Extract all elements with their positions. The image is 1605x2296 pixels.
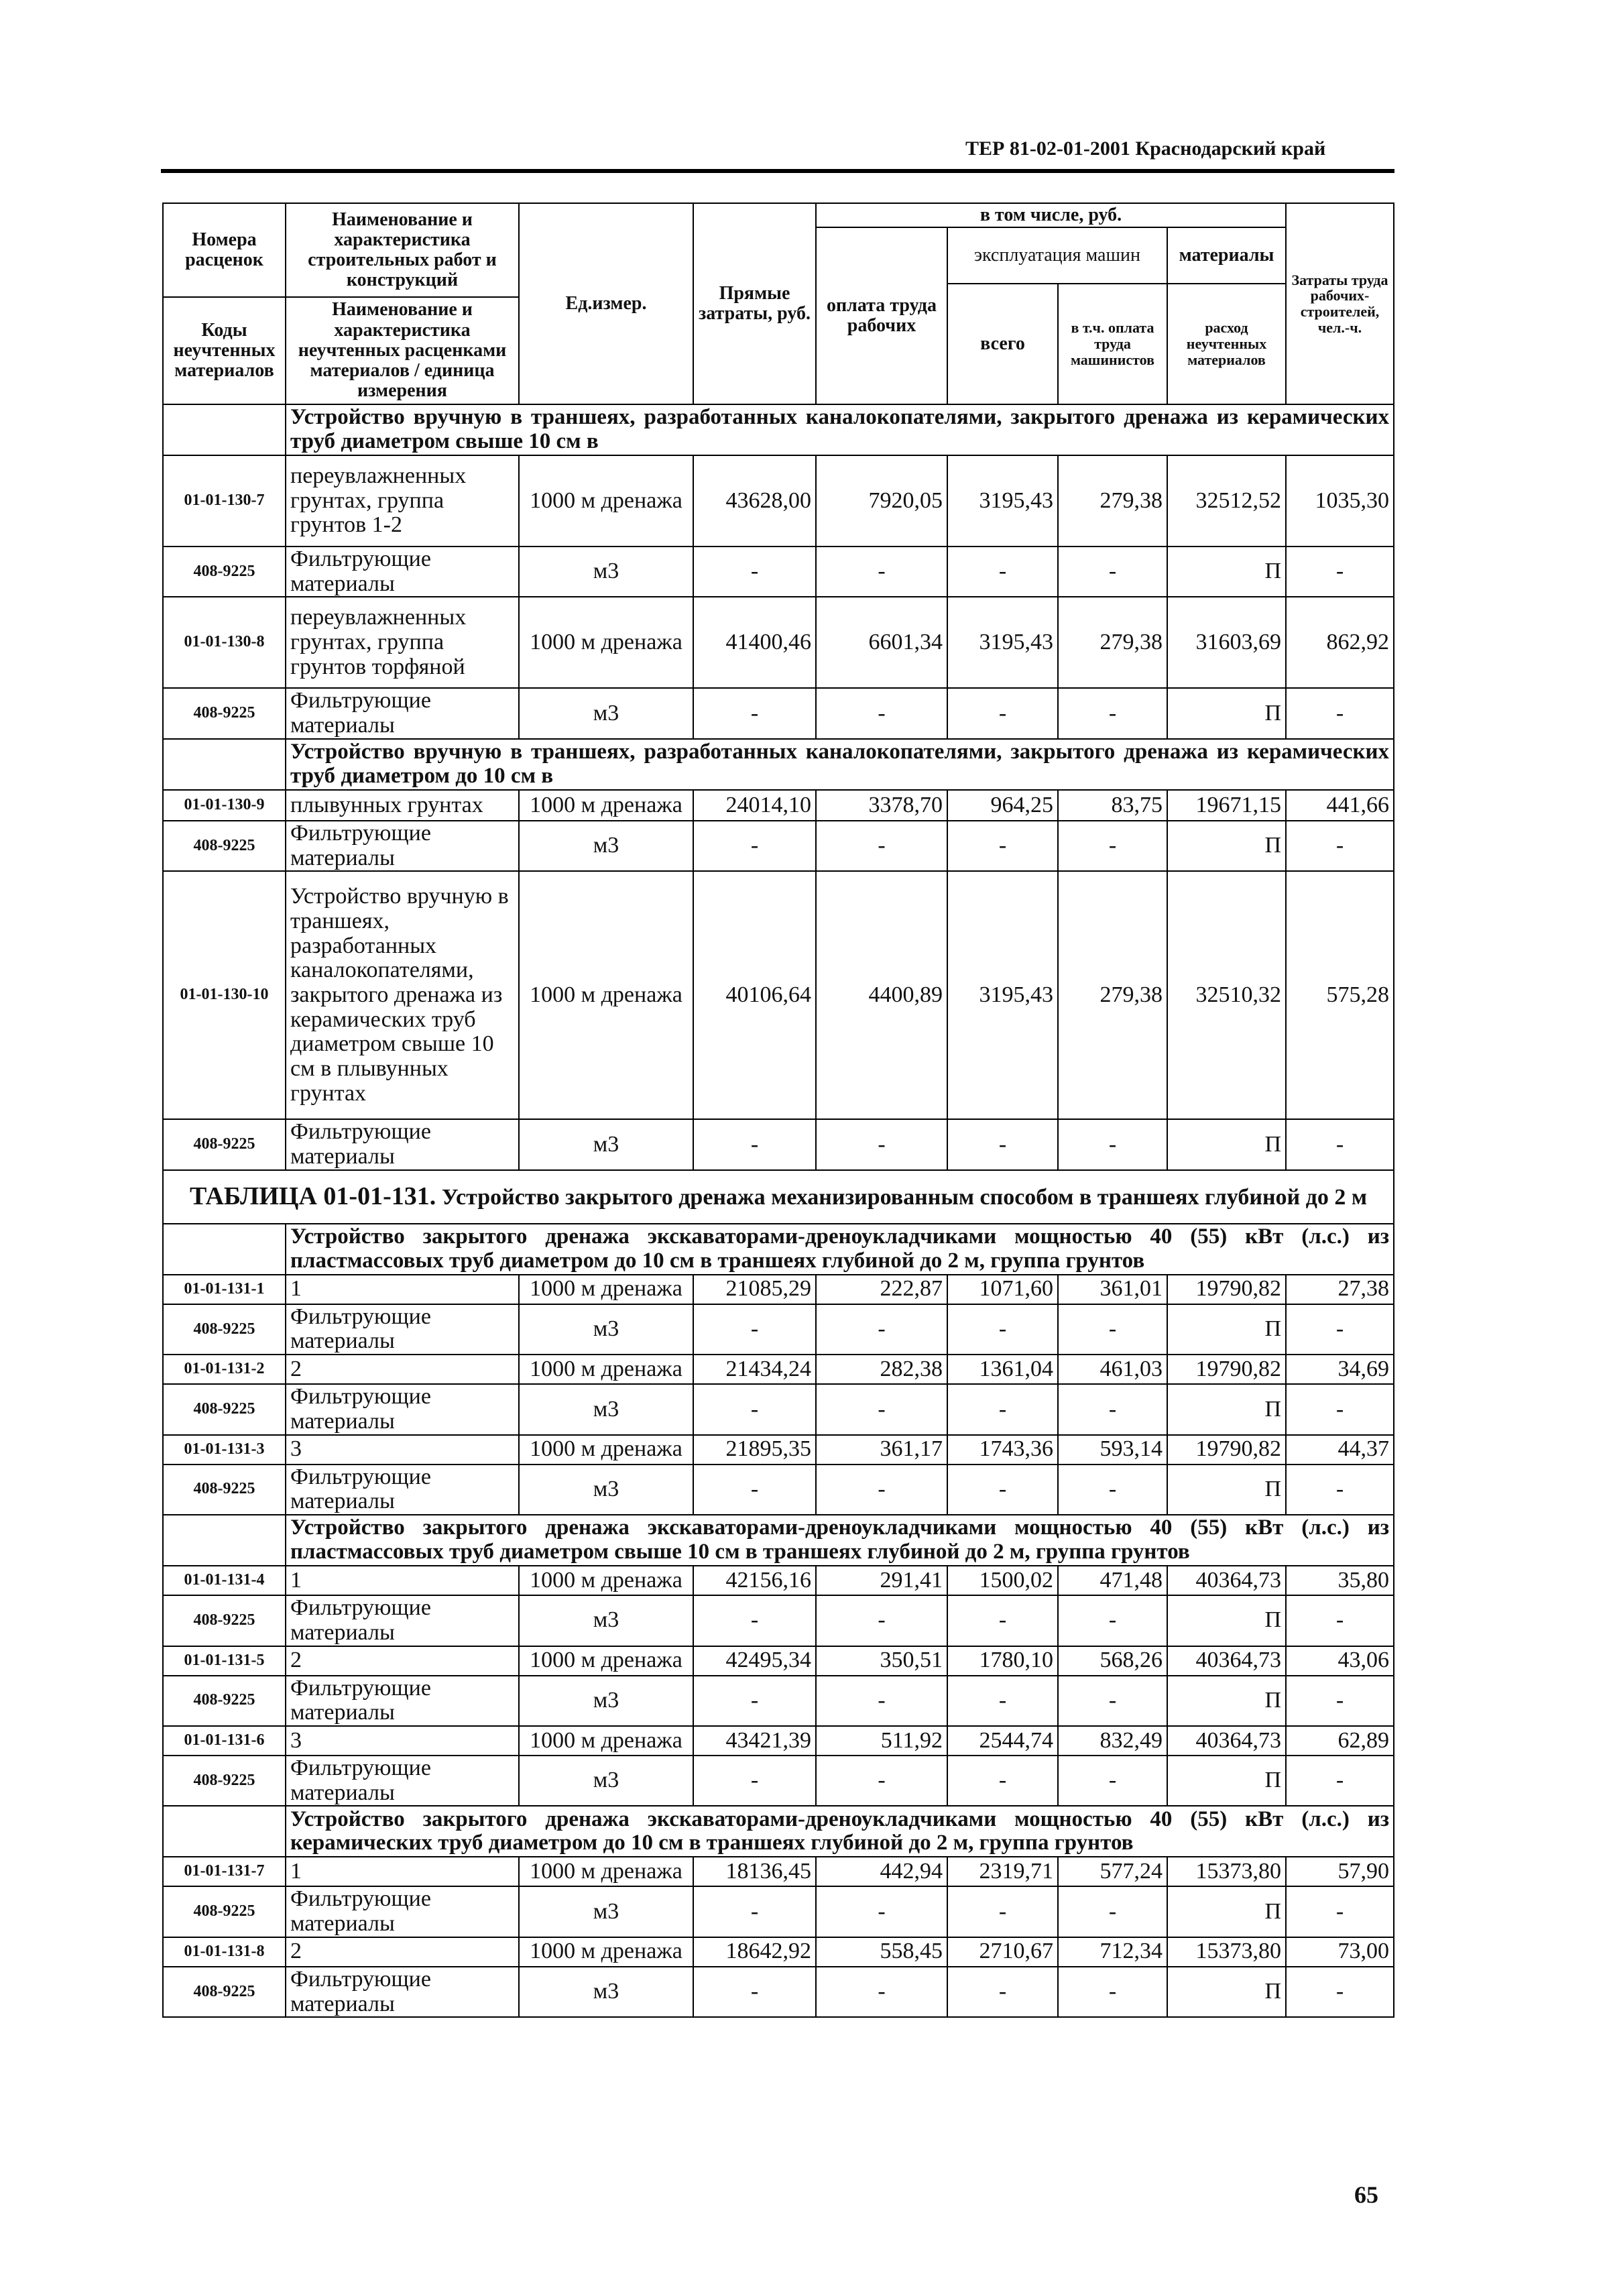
material-p-mark: П: [1167, 1384, 1286, 1434]
rate-unit: 1000 м дренажа: [519, 1566, 693, 1595]
dash-mach: -: [947, 1119, 1058, 1169]
rate-unit: 1000 м дренажа: [519, 790, 693, 821]
material-row: [163, 688, 1394, 738]
rate-code: 01-01-130-9: [163, 790, 286, 821]
dash-direct: -: [693, 1119, 816, 1169]
rate-code: 01-01-131-5: [163, 1646, 286, 1676]
dash-mach-pay: -: [1058, 1595, 1167, 1646]
material-p-mark: П: [1167, 1886, 1286, 1937]
table-title-row: [163, 1170, 1394, 1224]
material-code: 408-9225: [163, 821, 286, 871]
section-row: [163, 404, 1394, 455]
dash-labor: -: [1286, 1384, 1394, 1434]
col-mat-unaccounted: расход неучтенных материалов: [1167, 284, 1286, 404]
material-p-mark: П: [1167, 1756, 1286, 1806]
rate-labor-pay: 350,51: [816, 1646, 947, 1676]
rate-direct-cost: 21434,24: [693, 1355, 816, 1384]
col-name-bottom: Наименование и характеристика неучтенных расценками материалов / единица измерения: [286, 297, 519, 404]
rate-direct-cost: 40106,64: [693, 871, 816, 1119]
material-code: 408-9225: [163, 547, 286, 597]
material-name: Фильтрующие материалы: [286, 1886, 519, 1937]
rate-machines-total: 1780,10: [947, 1646, 1058, 1676]
rate-materials: 31603,69: [1167, 597, 1286, 688]
dash-mach-pay: -: [1058, 1676, 1167, 1726]
page-number: 65: [1354, 2181, 1378, 2208]
rate-code: 01-01-131-8: [163, 1937, 286, 1967]
material-p-mark: П: [1167, 1465, 1286, 1515]
rate-materials: 15373,80: [1167, 1857, 1286, 1886]
section-row: [163, 1515, 1394, 1566]
rate-row: [163, 1937, 1394, 1967]
rate-labor-pay: 222,87: [816, 1275, 947, 1304]
material-row: [163, 1886, 1394, 1937]
dash-labor: -: [1286, 688, 1394, 738]
dash-direct: -: [693, 1465, 816, 1515]
dash-pay: -: [816, 1756, 947, 1806]
rate-row: [163, 1275, 1394, 1304]
rate-labor-hours: 441,66: [1286, 790, 1394, 821]
rates-table: [162, 203, 1394, 2018]
material-unit: м3: [519, 1465, 693, 1515]
rate-machinist-pay: 279,38: [1058, 597, 1167, 688]
col-mach-total: всего: [947, 284, 1058, 404]
dash-labor: -: [1286, 1595, 1394, 1646]
rate-materials: 40364,73: [1167, 1566, 1286, 1595]
rate-machinist-pay: 461,03: [1058, 1355, 1167, 1384]
dash-pay: -: [816, 821, 947, 871]
rate-labor-pay: 291,41: [816, 1566, 947, 1595]
material-p-mark: П: [1167, 547, 1286, 597]
rate-materials: 40364,73: [1167, 1726, 1286, 1756]
rate-unit: 1000 м дренажа: [519, 455, 693, 547]
rate-labor-pay: 442,94: [816, 1857, 947, 1886]
dash-mach-pay: -: [1058, 1967, 1167, 2017]
rate-unit: 1000 м дренажа: [519, 597, 693, 688]
rate-labor-pay: 282,38: [816, 1355, 947, 1384]
dash-mach-pay: -: [1058, 1465, 1167, 1515]
section-title: Устройство закрытого дренажа экскаваторами-дреноукладчиками мощностью 40 (55) кВт (л.с.) из керамических труб диаметром до 10 см в траншеях глубиной до 2 м, группа грунтов: [286, 1806, 1394, 1857]
material-unit: м3: [519, 1384, 693, 1434]
material-unit: м3: [519, 1304, 693, 1355]
rate-code: 01-01-131-1: [163, 1275, 286, 1304]
dash-mach-pay: -: [1058, 1384, 1167, 1434]
section-code-empty: [163, 739, 286, 790]
material-code: 408-9225: [163, 1384, 286, 1434]
rate-direct-cost: 24014,10: [693, 790, 816, 821]
rate-row: [163, 790, 1394, 821]
rate-materials: 19790,82: [1167, 1275, 1286, 1304]
col-code-bottom: Коды неучтенных материалов: [163, 297, 286, 404]
material-code: 408-9225: [163, 1119, 286, 1169]
material-row: [163, 1595, 1394, 1646]
dash-mach-pay: -: [1058, 1886, 1167, 1937]
material-name: Фильтрующие материалы: [286, 1465, 519, 1515]
dash-labor: -: [1286, 1465, 1394, 1515]
col-labor-pay: оплата труда рабочих: [816, 227, 947, 404]
dash-direct: -: [693, 1967, 816, 2017]
dash-mach: -: [947, 547, 1058, 597]
rate-materials: 40364,73: [1167, 1646, 1286, 1676]
rate-machines-total: 3195,43: [947, 455, 1058, 547]
material-p-mark: П: [1167, 688, 1286, 738]
rate-machinist-pay: 712,34: [1058, 1937, 1167, 1967]
rate-labor-hours: 44,37: [1286, 1435, 1394, 1465]
material-unit: м3: [519, 1119, 693, 1169]
rate-materials: 15373,80: [1167, 1937, 1286, 1967]
dash-mach: -: [947, 1384, 1058, 1434]
rate-machines-total: 1743,36: [947, 1435, 1058, 1465]
section-title: Устройство вручную в траншеях, разработанных каналокопателями, закрытого дренажа из керамических труб диаметром свыше 10 см в: [286, 404, 1394, 455]
rate-labor-hours: 34,69: [1286, 1355, 1394, 1384]
rate-code: 01-01-131-2: [163, 1355, 286, 1384]
rate-direct-cost: 43421,39: [693, 1726, 816, 1756]
dash-direct: -: [693, 547, 816, 597]
rate-direct-cost: 21895,35: [693, 1435, 816, 1465]
dash-labor: -: [1286, 1756, 1394, 1806]
material-unit: м3: [519, 1676, 693, 1726]
dash-labor: -: [1286, 821, 1394, 871]
dash-pay: -: [816, 688, 947, 738]
material-name: Фильтрующие материалы: [286, 547, 519, 597]
rate-labor-pay: 3378,70: [816, 790, 947, 821]
rate-row: [163, 1355, 1394, 1384]
rate-machines-total: 2544,74: [947, 1726, 1058, 1756]
rate-unit: 1000 м дренажа: [519, 1355, 693, 1384]
dash-direct: -: [693, 1886, 816, 1937]
dash-mach: -: [947, 1756, 1058, 1806]
rate-name: 1: [286, 1857, 519, 1886]
section-code-empty: [163, 404, 286, 455]
rate-name: 2: [286, 1937, 519, 1967]
material-row: [163, 1676, 1394, 1726]
dash-direct: -: [693, 1384, 816, 1434]
material-name: Фильтрующие материалы: [286, 1304, 519, 1355]
rate-row: [163, 871, 1394, 1119]
col-machines: эксплуатация машин: [947, 227, 1167, 284]
rate-labor-hours: 43,06: [1286, 1646, 1394, 1676]
rate-labor-hours: 575,28: [1286, 871, 1394, 1119]
header-rule: [161, 169, 1394, 173]
rate-direct-cost: 18136,45: [693, 1857, 816, 1886]
dash-labor: -: [1286, 1119, 1394, 1169]
rate-direct-cost: 41400,46: [693, 597, 816, 688]
material-unit: м3: [519, 821, 693, 871]
rate-labor-hours: 57,90: [1286, 1857, 1394, 1886]
dash-labor: -: [1286, 547, 1394, 597]
rate-machines-total: 3195,43: [947, 871, 1058, 1119]
section-code-empty: [163, 1224, 286, 1275]
material-unit: м3: [519, 1967, 693, 2017]
rate-unit: 1000 м дренажа: [519, 1937, 693, 1967]
material-code: 408-9225: [163, 1676, 286, 1726]
dash-mach: -: [947, 1967, 1058, 2017]
rate-row: [163, 455, 1394, 547]
section-title: Устройство закрытого дренажа экскаваторами-дреноукладчиками мощностью 40 (55) кВт (л.с.) из пластмассовых труб диаметром свыше 10 см в траншеях глубиной до 2 м, группа грунтов: [286, 1515, 1394, 1566]
material-name: Фильтрующие материалы: [286, 1595, 519, 1646]
dash-pay: -: [816, 1595, 947, 1646]
rate-name: 2: [286, 1646, 519, 1676]
material-code: 408-9225: [163, 688, 286, 738]
rate-labor-pay: 4400,89: [816, 871, 947, 1119]
rate-labor-hours: 73,00: [1286, 1937, 1394, 1967]
section-title: Устройство закрытого дренажа экскаваторами-дреноукладчиками мощностью 40 (55) кВт (л.с.) из пластмассовых труб диаметром до 10 см в траншеях глубиной до 2 м, группа грунтов: [286, 1224, 1394, 1275]
rate-direct-cost: 43628,00: [693, 455, 816, 547]
dash-mach-pay: -: [1058, 1304, 1167, 1355]
dash-mach: -: [947, 821, 1058, 871]
rate-labor-hours: 62,89: [1286, 1726, 1394, 1756]
material-code: 408-9225: [163, 1886, 286, 1937]
material-p-mark: П: [1167, 1967, 1286, 2017]
section-title: Устройство вручную в траншеях, разработанных каналокопателями, закрытого дренажа из керамических труб диаметром до 10 см в: [286, 739, 1394, 790]
rate-machines-total: 1071,60: [947, 1275, 1058, 1304]
dash-mach: -: [947, 1676, 1058, 1726]
rate-unit: 1000 м дренажа: [519, 1646, 693, 1676]
rate-code: 01-01-130-8: [163, 597, 286, 688]
material-row: [163, 1967, 1394, 2017]
dash-pay: -: [816, 1304, 947, 1355]
rate-unit: 1000 м дренажа: [519, 1275, 693, 1304]
rate-machinist-pay: 832,49: [1058, 1726, 1167, 1756]
material-name: Фильтрующие материалы: [286, 688, 519, 738]
rate-code: 01-01-131-6: [163, 1726, 286, 1756]
dash-direct: -: [693, 1676, 816, 1726]
material-unit: м3: [519, 547, 693, 597]
dash-pay: -: [816, 547, 947, 597]
rate-labor-pay: 511,92: [816, 1726, 947, 1756]
dash-direct: -: [693, 1756, 816, 1806]
dash-mach: -: [947, 1304, 1058, 1355]
dash-pay: -: [816, 1886, 947, 1937]
dash-pay: -: [816, 1967, 947, 2017]
material-unit: м3: [519, 688, 693, 738]
rate-name: переувлажненных грунтах, группа грунтов 1-2: [286, 455, 519, 547]
rate-name: плывунных грунтах: [286, 790, 519, 821]
rate-direct-cost: 21085,29: [693, 1275, 816, 1304]
section-row: [163, 1806, 1394, 1857]
material-name: Фильтрующие материалы: [286, 1967, 519, 2017]
section-code-empty: [163, 1515, 286, 1566]
rate-labor-hours: 35,80: [1286, 1566, 1394, 1595]
material-row: [163, 1384, 1394, 1434]
rate-materials: 19790,82: [1167, 1435, 1286, 1465]
material-row: [163, 821, 1394, 871]
rate-machinist-pay: 279,38: [1058, 455, 1167, 547]
col-mach-labor: в т.ч. оплата труда машинистов: [1058, 284, 1167, 404]
col-materials: материалы: [1167, 227, 1286, 284]
rate-machines-total: 2710,67: [947, 1937, 1058, 1967]
rate-labor-pay: 7920,05: [816, 455, 947, 547]
material-code: 408-9225: [163, 1756, 286, 1806]
rate-name: переувлажненных грунтах, группа грунтов торфяной: [286, 597, 519, 688]
material-code: 408-9225: [163, 1465, 286, 1515]
col-unit: Ед.измер.: [519, 203, 693, 404]
rate-row: [163, 597, 1394, 688]
dash-mach-pay: -: [1058, 1119, 1167, 1169]
dash-pay: -: [816, 1384, 947, 1434]
rate-labor-pay: 558,45: [816, 1937, 947, 1967]
table-title: [163, 1170, 1394, 1224]
dash-labor: -: [1286, 1886, 1394, 1937]
dash-labor: -: [1286, 1304, 1394, 1355]
page-header: ТЕР 81-02-01-2001 Краснодарский край: [965, 137, 1326, 160]
dash-mach: -: [947, 688, 1058, 738]
material-p-mark: П: [1167, 821, 1286, 871]
section-code-empty: [163, 1806, 286, 1857]
col-labor-cost: Затраты труда рабочих-строителей, чел.-ч.: [1286, 203, 1394, 404]
dash-direct: -: [693, 821, 816, 871]
rate-machines-total: 1361,04: [947, 1355, 1058, 1384]
material-p-mark: П: [1167, 1595, 1286, 1646]
material-row: [163, 1304, 1394, 1355]
rate-code: 01-01-131-3: [163, 1435, 286, 1465]
material-code: 408-9225: [163, 1967, 286, 2017]
rate-materials: 19790,82: [1167, 1355, 1286, 1384]
rate-code: 01-01-131-4: [163, 1566, 286, 1595]
material-row: [163, 1756, 1394, 1806]
rate-labor-pay: 6601,34: [816, 597, 947, 688]
col-direct: Прямые затраты, руб.: [693, 203, 816, 404]
material-row: [163, 1465, 1394, 1515]
rate-row: [163, 1435, 1394, 1465]
material-unit: м3: [519, 1595, 693, 1646]
col-code-top: Номера расценок: [163, 203, 286, 297]
dash-pay: -: [816, 1465, 947, 1515]
material-p-mark: П: [1167, 1676, 1286, 1726]
rate-machinist-pay: 83,75: [1058, 790, 1167, 821]
material-name: Фильтрующие материалы: [286, 1676, 519, 1726]
rate-labor-hours: 1035,30: [1286, 455, 1394, 547]
dash-direct: -: [693, 1595, 816, 1646]
rate-direct-cost: 42495,34: [693, 1646, 816, 1676]
material-name: Фильтрующие материалы: [286, 1119, 519, 1169]
rate-code: 01-01-131-7: [163, 1857, 286, 1886]
rate-materials: 32510,32: [1167, 871, 1286, 1119]
material-unit: м3: [519, 1886, 693, 1937]
rate-code: 01-01-130-10: [163, 871, 286, 1119]
rate-labor-hours: 862,92: [1286, 597, 1394, 688]
section-row: [163, 739, 1394, 790]
material-row: [163, 1119, 1394, 1169]
dash-mach-pay: -: [1058, 688, 1167, 738]
col-name-top: Наименование и характеристика строительных работ и конструкций: [286, 203, 519, 297]
material-code: 408-9225: [163, 1304, 286, 1355]
rate-unit: 1000 м дренажа: [519, 1857, 693, 1886]
rate-machinist-pay: 577,24: [1058, 1857, 1167, 1886]
rate-row: [163, 1726, 1394, 1756]
rate-machines-total: 3195,43: [947, 597, 1058, 688]
table-caption: Устройство закрытого дренажа механизированным способом в траншеях глубиной до 2 м: [441, 1185, 1367, 1210]
rate-machines-total: 964,25: [947, 790, 1058, 821]
rate-name: Устройство вручную в траншеях, разработанных каналокопателями, закрытого дренажа из керамических труб диаметром свыше 10 см в плывунных грунтах: [286, 871, 519, 1119]
rate-direct-cost: 42156,16: [693, 1566, 816, 1595]
rate-machinist-pay: 568,26: [1058, 1646, 1167, 1676]
dash-mach: -: [947, 1595, 1058, 1646]
dash-mach: -: [947, 1886, 1058, 1937]
rate-labor-hours: 27,38: [1286, 1275, 1394, 1304]
material-p-mark: П: [1167, 1119, 1286, 1169]
rate-machinist-pay: 279,38: [1058, 871, 1167, 1119]
material-name: Фильтрующие материалы: [286, 1384, 519, 1434]
table-number: ТАБЛИЦА 01-01-131.: [189, 1182, 436, 1211]
dash-mach-pay: -: [1058, 547, 1167, 597]
dash-mach: -: [947, 1465, 1058, 1515]
material-unit: м3: [519, 1756, 693, 1806]
dash-pay: -: [816, 1119, 947, 1169]
rate-materials: 19671,15: [1167, 790, 1286, 821]
dash-direct: -: [693, 1304, 816, 1355]
rate-machinist-pay: 593,14: [1058, 1435, 1167, 1465]
rate-materials: 32512,52: [1167, 455, 1286, 547]
col-including: в том числе, руб.: [816, 203, 1286, 227]
material-name: Фильтрующие материалы: [286, 821, 519, 871]
rate-unit: 1000 м дренажа: [519, 871, 693, 1119]
dash-pay: -: [816, 1676, 947, 1726]
rate-unit: 1000 м дренажа: [519, 1435, 693, 1465]
dash-direct: -: [693, 688, 816, 738]
section-row: [163, 1224, 1394, 1275]
dash-mach-pay: -: [1058, 821, 1167, 871]
rate-machinist-pay: 361,01: [1058, 1275, 1167, 1304]
rate-machines-total: 2319,71: [947, 1857, 1058, 1886]
rate-row: [163, 1857, 1394, 1886]
rate-machines-total: 1500,02: [947, 1566, 1058, 1595]
dash-mach-pay: -: [1058, 1756, 1167, 1806]
material-name: Фильтрующие материалы: [286, 1756, 519, 1806]
rate-direct-cost: 18642,92: [693, 1937, 816, 1967]
rate-name: 2: [286, 1355, 519, 1384]
rate-unit: 1000 м дренажа: [519, 1726, 693, 1756]
rate-name: 3: [286, 1435, 519, 1465]
rate-code: 01-01-130-7: [163, 455, 286, 547]
material-row: [163, 547, 1394, 597]
rate-row: [163, 1566, 1394, 1595]
dash-labor: -: [1286, 1967, 1394, 2017]
material-p-mark: П: [1167, 1304, 1286, 1355]
material-code: 408-9225: [163, 1595, 286, 1646]
rate-machinist-pay: 471,48: [1058, 1566, 1167, 1595]
rate-name: 1: [286, 1275, 519, 1304]
dash-labor: -: [1286, 1676, 1394, 1726]
rate-name: 1: [286, 1566, 519, 1595]
rate-row: [163, 1646, 1394, 1676]
rate-name: 3: [286, 1726, 519, 1756]
rate-labor-pay: 361,17: [816, 1435, 947, 1465]
